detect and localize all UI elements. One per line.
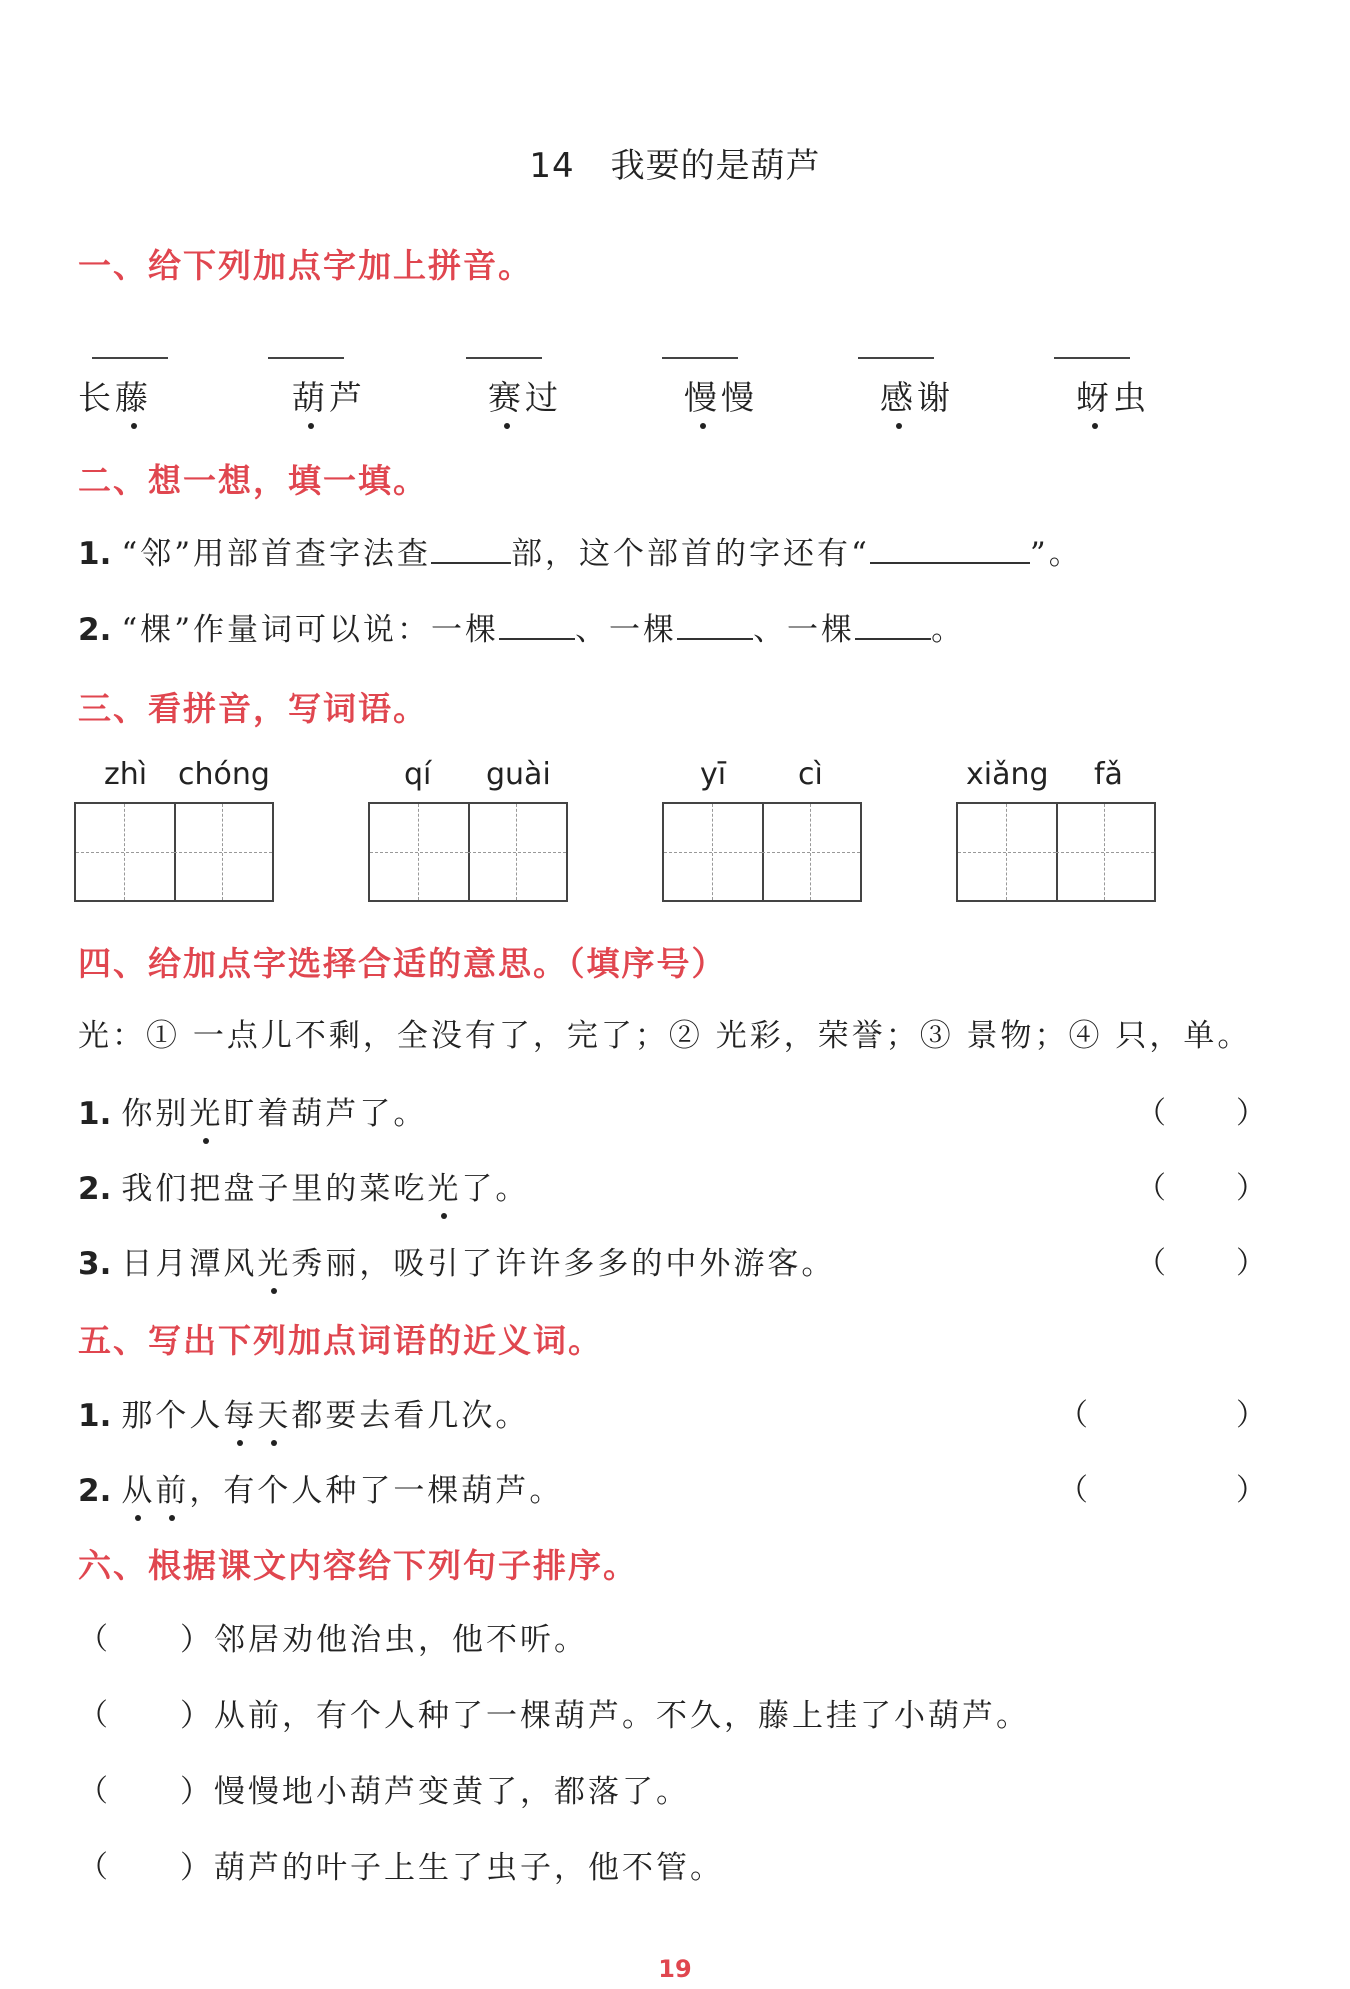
section-5-heading: 五、写出下列加点词语的近义词。 <box>78 1321 603 1360</box>
s2-question-1: 1. “邻”用部首查字法查 部，这个部首的字还有“ ”。 <box>78 536 1083 572</box>
pinyin-4a: xiǎng <box>966 757 1049 792</box>
section-1-heading: 一、给下列加点字加上拼音。 <box>78 246 533 285</box>
s5-question-2: 2. 从前，有个人种了一棵葫芦。 <box>78 1473 564 1509</box>
section-3-heading: 三、看拼音，写词语。 <box>78 689 428 728</box>
order-sentence-4: ）葫芦的叶子上生了虫子，他不管。 <box>180 1850 724 1886</box>
pinyin-blank-4[interactable] <box>662 357 738 359</box>
answer-paren-open: （ <box>1058 1398 1088 1433</box>
pinyin-blank-6[interactable] <box>1054 357 1130 359</box>
pinyin-2b: guài <box>486 757 551 792</box>
pinyin-blank-2[interactable] <box>268 357 344 359</box>
answer-paren-close: ） <box>1236 1398 1266 1433</box>
answer-blank[interactable] <box>677 612 753 640</box>
s5-question-1: 1. 那个人每天都要去看几次。 <box>78 1398 530 1434</box>
order-sentence-1: ）邻居劝他治虫，他不听。 <box>180 1622 588 1658</box>
pinyin-1b: chóng <box>178 757 270 792</box>
writing-grid-3[interactable] <box>662 802 862 902</box>
dotted-char: 光 <box>189 1096 224 1132</box>
pinyin-blank-3[interactable] <box>466 357 542 359</box>
dotted-char: 光 <box>257 1246 292 1282</box>
answer-paren-open: （ <box>1136 1171 1166 1206</box>
lesson-name: 我要的是葫芦 <box>610 146 821 186</box>
word-3: 赛过 <box>488 378 562 417</box>
order-paren-open[interactable]: （ <box>78 1698 108 1733</box>
section-6-heading: 六、根据课文内容给下列句子排序。 <box>78 1546 638 1585</box>
word-4: 慢慢 <box>684 378 758 417</box>
writing-grid-4[interactable] <box>956 802 1156 902</box>
order-paren-open[interactable]: （ <box>78 1622 108 1657</box>
dotted-char: 蚜 <box>1076 378 1113 417</box>
dotted-char: 前 <box>155 1473 190 1509</box>
word-2: 葫芦 <box>292 378 366 417</box>
pinyin-3b: cì <box>798 757 823 792</box>
s4-definitions: 光：① 一点儿不剩，全没有了，完了；② 光彩，荣誉；③ 景物；④ 只，单。 <box>78 1018 1252 1054</box>
answer-blank[interactable] <box>499 612 575 640</box>
order-paren-open[interactable]: （ <box>78 1774 108 1809</box>
s2-question-2: 2. “棵”作量词可以说：一棵 、一棵 、一棵 。 <box>78 612 966 648</box>
pinyin-blank-1[interactable] <box>92 357 168 359</box>
page-number: 19 <box>658 1955 692 1983</box>
word-5: 感谢 <box>880 378 954 417</box>
s4-question-3: 3. 日月潭风光秀丽，吸引了许许多多的中外游客。 <box>78 1246 836 1282</box>
dotted-char: 天 <box>257 1398 292 1434</box>
dotted-char: 葫 <box>292 378 329 417</box>
answer-blank[interactable] <box>431 536 511 564</box>
answer-blank[interactable] <box>855 612 931 640</box>
answer-paren-close: ） <box>1236 1473 1266 1508</box>
order-sentence-2: ）从前，有个人种了一棵葫芦。不久，藤上挂了小葫芦。 <box>180 1698 1030 1734</box>
lesson-number: 14 <box>529 146 575 186</box>
writing-grid-1[interactable] <box>74 802 274 902</box>
answer-paren-close: ） <box>1236 1171 1266 1206</box>
pinyin-2a: qí <box>404 757 432 792</box>
order-paren-open[interactable]: （ <box>78 1850 108 1885</box>
s4-question-1: 1. 你别光盯着葫芦了。 <box>78 1096 428 1132</box>
order-sentence-3: ）慢慢地小葫芦变黄了，都落了。 <box>180 1774 690 1810</box>
dotted-char: 藤 <box>115 378 152 417</box>
answer-paren-close: ） <box>1236 1246 1266 1281</box>
dotted-char: 慢 <box>684 378 721 417</box>
dotted-char: 光 <box>427 1171 462 1207</box>
pinyin-1a: zhì <box>104 757 148 792</box>
pinyin-3a: yī <box>700 757 727 792</box>
dotted-char: 感 <box>880 378 917 417</box>
answer-paren-close: ） <box>1236 1096 1266 1131</box>
answer-blank[interactable] <box>870 536 1030 564</box>
section-2-heading: 二、想一想，填一填。 <box>78 461 428 500</box>
answer-paren-open: （ <box>1136 1246 1166 1281</box>
pinyin-4b: fǎ <box>1094 757 1123 792</box>
answer-paren-open: （ <box>1136 1096 1166 1131</box>
section-4-heading: 四、给加点字选择合适的意思。（填序号） <box>78 944 727 983</box>
word-6: 蚜虫 <box>1076 378 1150 417</box>
s4-question-2: 2. 我们把盘子里的菜吃光了。 <box>78 1171 530 1207</box>
dotted-char: 每 <box>223 1398 258 1434</box>
pinyin-blank-5[interactable] <box>858 357 934 359</box>
word-1: 长藤 <box>78 378 152 417</box>
lesson-title <box>0 138 1350 187</box>
dotted-char: 赛 <box>488 378 525 417</box>
answer-paren-open: （ <box>1058 1473 1088 1508</box>
writing-grid-2[interactable] <box>368 802 568 902</box>
dotted-char: 从 <box>121 1473 156 1509</box>
